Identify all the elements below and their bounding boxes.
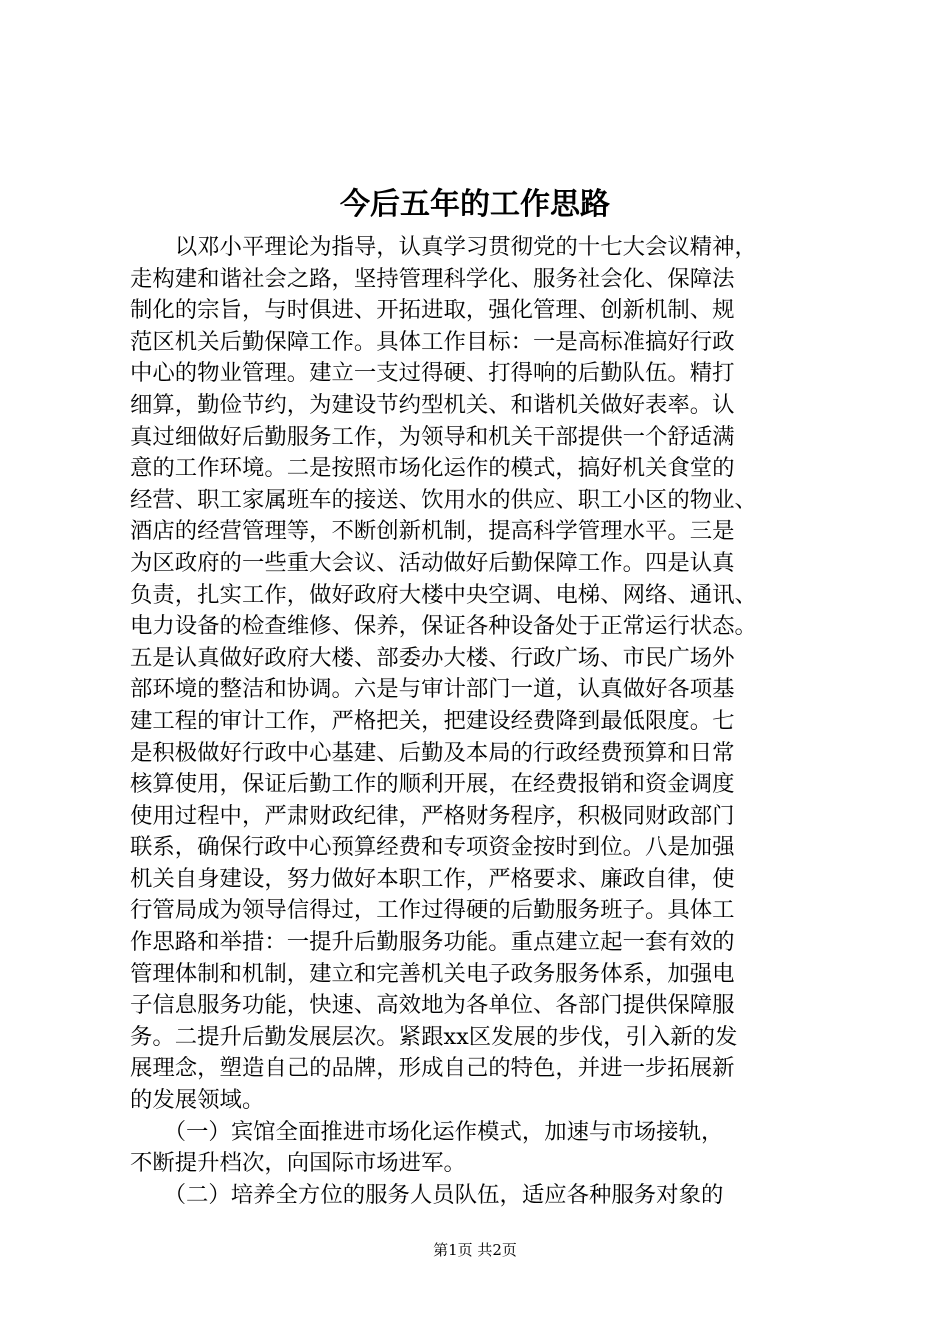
- text-line: 部环境的整洁和协调。六是与审计部门一道，认真做好各项基: [130, 676, 735, 703]
- text-line: 展理念，塑造自己的品牌，形成自己的特色，并进一步拓展新: [130, 1055, 735, 1082]
- text-line: 行管局成为领导信得过，工作过得硬的后勤服务班子。具体工: [130, 897, 735, 924]
- text-line: 务。二提升后勤发展层次。紧跟xx区发展的步伐，引入新的发: [130, 1023, 738, 1050]
- text-line: 管理体制和机制，建立和完善机关电子政务服务体系，加强电: [130, 960, 735, 987]
- text-line: 负责，扎实工作，做好政府大楼中央空调、电梯、网络、通讯、: [130, 581, 757, 608]
- paragraph: [130, 1180, 830, 1212]
- text-line: 五是认真做好政府大楼、部委办大楼、行政广场、市民广场外: [130, 644, 735, 671]
- text-line: 是积极做好行政中心基建、后勤及本局的行政经费预算和日常: [130, 739, 735, 766]
- document-title: 今后五年的工作思路: [340, 187, 610, 222]
- text-line: 的发展领域。: [130, 1087, 265, 1114]
- text-line: 电力设备的检查维修、保养，保证各种设备处于正常运行状态。: [130, 613, 757, 640]
- text-line: （二）培养全方位的服务人员队伍，适应各种服务对象的: [130, 1181, 724, 1208]
- text-line: 范区机关后勤保障工作。具体工作目标：一是高标准搞好行政: [130, 328, 735, 355]
- paragraph: [130, 1117, 830, 1180]
- text-line: 经营、职工家属班车的接送、饮用水的供应、职工小区的物业、: [130, 486, 757, 513]
- text-line: 不断提升档次，向国际市场进军。: [130, 1150, 466, 1177]
- text-line: 使用过程中，严肃财政纪律，严格财务程序，积极同财政部门: [130, 802, 735, 829]
- paragraph: [130, 232, 830, 1117]
- text-line: 机关自身建设，努力做好本职工作，严格要求、廉政自律，使: [130, 865, 735, 892]
- text-line: 作思路和举措：一提升后勤服务功能。重点建立起一套有效的: [130, 929, 735, 956]
- text-line: 意的工作环境。二是按照市场化运作的模式，搞好机关食堂的: [130, 455, 735, 482]
- document-body: [130, 232, 830, 1211]
- text-line: 核算使用，保证后勤工作的顺利开展，在经费报销和资金调度: [130, 771, 735, 798]
- text-line: 中心的物业管理。建立一支过得硬、打得响的后勤队伍。精打: [130, 360, 735, 387]
- page-footer: 第1页 共2页: [433, 1241, 517, 1259]
- text-line: 制化的宗旨，与时俱进、开拓进取，强化管理、创新机制、规: [130, 297, 735, 324]
- text-line: 子信息服务功能，快速、高效地为各单位、各部门提供保障服: [130, 992, 735, 1019]
- text-line: （一）宾馆全面推进市场化运作模式，加速与市场接轨，: [130, 1118, 724, 1145]
- text-line: 走构建和谐社会之路，坚持管理科学化、服务社会化、保障法: [130, 265, 735, 292]
- text-line: 酒店的经营管理等，不断创新机制，提高科学管理水平。三是: [130, 518, 735, 545]
- text-line: 联系，确保行政中心预算经费和专项资金按时到位。八是加强: [130, 834, 735, 861]
- text-line: 细算，勤俭节约，为建设节约型机关、和谐机关做好表率。认: [130, 391, 735, 418]
- text-line: 为区政府的一些重大会议、活动做好后勤保障工作。四是认真: [130, 549, 735, 576]
- text-line: 真过细做好后勤服务工作，为领导和机关干部提供一个舒适满: [130, 423, 735, 450]
- text-line: 建工程的审计工作，严格把关，把建设经费降到最低限度。七: [130, 707, 735, 734]
- text-line: 以邓小平理论为指导，认真学习贯彻党的十七大会议精神，: [130, 234, 757, 260]
